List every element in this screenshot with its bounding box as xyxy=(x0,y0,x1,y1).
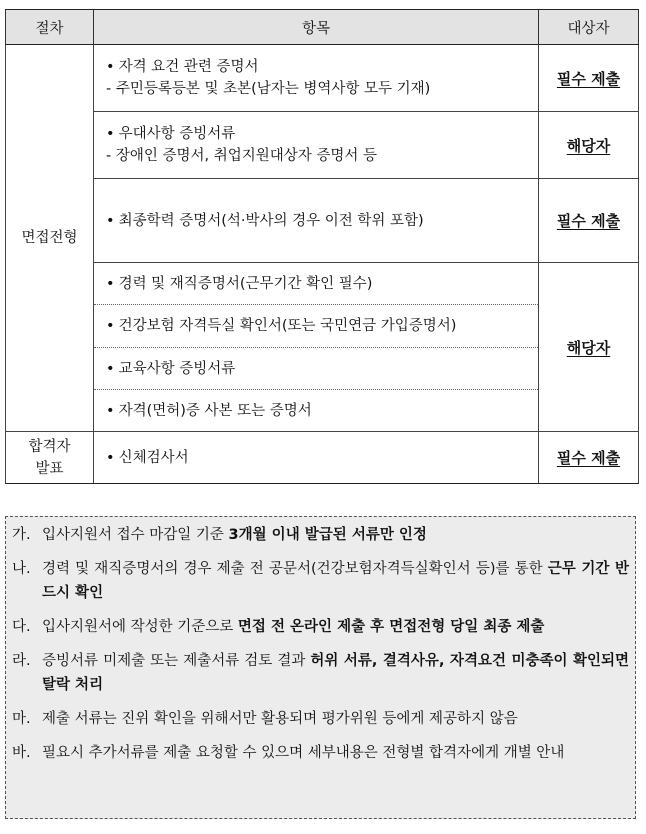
stage-interview: 면접전형 xyxy=(6,45,94,432)
note-marker: 가. xyxy=(12,527,31,543)
note-marker: 바. xyxy=(12,745,31,761)
note-span: 입사지원서에 작성한 기준으로 xyxy=(42,619,238,635)
note-text xyxy=(42,557,629,605)
note-marker: 나. xyxy=(12,561,31,577)
stage-final xyxy=(6,432,94,484)
note-marker: 라. xyxy=(12,653,31,669)
item-text: 건강보험 자격득실 확인서(또는 국민연금 가입증명서) xyxy=(118,318,457,334)
item-text: 자격(면허)증 사본 또는 증명서 xyxy=(118,402,312,419)
bullet-icon: • xyxy=(106,360,115,377)
note-emphasis: 허위 서류, 결격사유, 자격요건 미충족이 확인되면 탈락 처리 xyxy=(42,653,629,693)
note-text xyxy=(42,615,629,639)
note-item xyxy=(12,557,629,605)
note-item xyxy=(12,523,629,547)
note-emphasis: 근무 기간 반드시 확인 xyxy=(42,561,629,601)
note-span: 입사지원서 접수 마감일 기준 xyxy=(42,527,229,543)
item-subtext: - 장애인 증명서, 취업지원대상자 증명서 등 xyxy=(106,148,378,164)
documents-table xyxy=(5,9,639,484)
target-cell: 해당자 xyxy=(539,263,639,432)
table-row xyxy=(6,45,639,112)
note-item xyxy=(12,615,629,639)
bullet-icon: • xyxy=(106,275,115,292)
note-emphasis: 면접 전 온라인 제출 후 면접전형 당일 최종 제출 xyxy=(237,619,545,635)
note-text xyxy=(42,741,629,765)
header-target: 대상자 xyxy=(539,10,639,45)
table-row xyxy=(6,112,639,179)
note-span: 증빙서류 미제출 또는 제출서류 검토 결과 xyxy=(42,653,311,669)
bullet-icon: • xyxy=(106,212,115,229)
header-item: 항목 xyxy=(94,10,539,45)
table-row xyxy=(6,179,639,263)
note-span: 제출 서류는 진위 확인을 위해서만 활용되며 평가위원 등에게 제공하지 않음 xyxy=(42,711,518,727)
bullet-icon: • xyxy=(106,59,115,75)
note-text xyxy=(42,523,629,547)
bullet-icon: • xyxy=(106,402,115,419)
note-text xyxy=(42,707,629,731)
target-cell: 해당자 xyxy=(539,112,639,179)
target-cell: 필수 제출 xyxy=(539,45,639,112)
bullet-icon: • xyxy=(106,449,115,466)
item-cell xyxy=(94,263,539,305)
header-stage: 절차 xyxy=(6,10,94,45)
item-cell xyxy=(94,305,539,348)
item-cell xyxy=(94,179,539,263)
note-span: 필요시 추가서류를 제출 요청할 수 있으며 세부내용은 전형별 합격자에게 개별 안내 xyxy=(42,745,565,761)
bullet-icon: • xyxy=(106,318,115,334)
note-item xyxy=(12,741,629,765)
item-text: 우대사항 증빙서류 xyxy=(118,126,236,142)
note-marker: 다. xyxy=(12,619,31,635)
note-emphasis: 3개월 이내 발급된 서류만 인정 xyxy=(228,527,427,543)
item-subtext: - 주민등록등본 및 초본(남자는 병역사항 모두 기재) xyxy=(106,81,431,97)
bullet-icon: • xyxy=(106,126,115,142)
note-text xyxy=(42,649,629,697)
item-cell xyxy=(94,348,539,390)
note-item xyxy=(12,707,629,731)
item-cell xyxy=(94,45,539,112)
item-text: 경력 및 재직증명서(근무기간 확인 필수) xyxy=(118,275,373,292)
target-cell: 필수 제출 xyxy=(539,432,639,484)
table-row xyxy=(6,263,639,305)
item-cell xyxy=(94,112,539,179)
item-text: 교육사항 증빙서류 xyxy=(118,360,236,377)
table-row xyxy=(6,432,639,484)
item-cell xyxy=(94,432,539,484)
item-text: 신체검사서 xyxy=(118,449,189,466)
note-item xyxy=(12,649,629,697)
note-marker: 마. xyxy=(12,711,31,727)
item-text: 최종학력 증명서(석·박사의 경우 이전 학위 포함) xyxy=(118,212,424,229)
table-header-row xyxy=(6,10,639,45)
target-cell: 필수 제출 xyxy=(539,179,639,263)
stage-final-line2: 발표 xyxy=(35,460,64,477)
note-span: 경력 및 재직증명서의 경우 제출 전 공문서(건강보험자격득실확인서 등)를 통한 xyxy=(42,561,548,577)
item-text: 자격 요건 관련 증명서 xyxy=(118,59,259,75)
item-cell xyxy=(94,390,539,432)
notes-box xyxy=(5,516,636,819)
stage-final-line1: 합격자 xyxy=(28,438,71,455)
